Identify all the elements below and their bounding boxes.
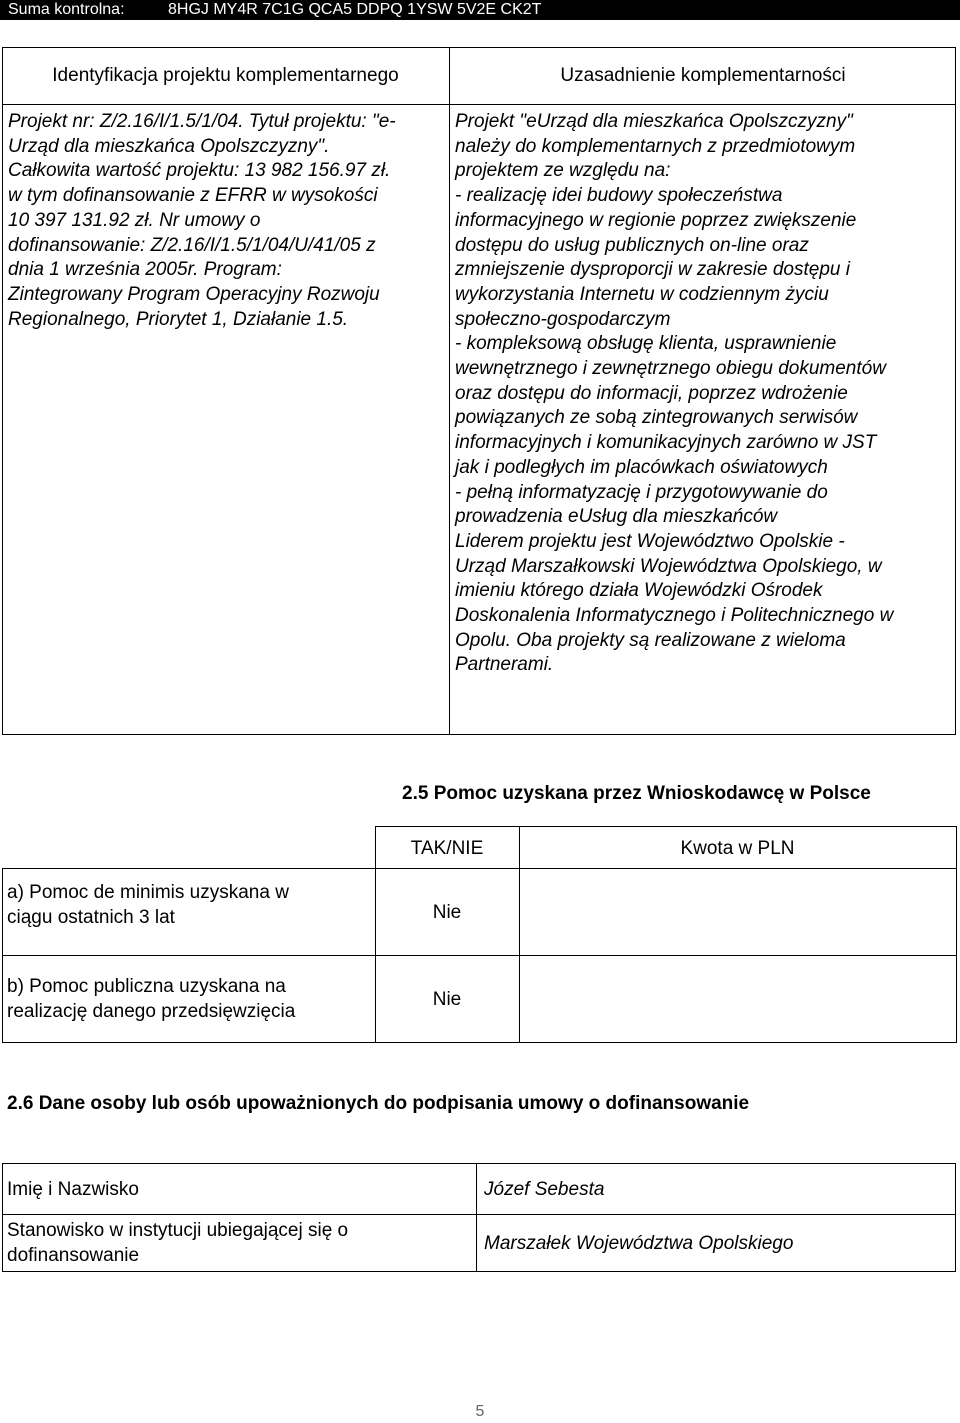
aid-table-header-line [2,868,957,869]
checksum-bar [0,0,960,20]
aid-row-label: b) Pomoc publiczna uzyskana na realizację danego przedsięwzięcia [7,976,296,1022]
aid-table-left-line [2,868,3,1043]
complementary-table-header-line [2,104,956,105]
signatory-row-value: Marszałek Województwa Opolskiego [484,1233,794,1254]
aid-table-top-line [375,826,957,827]
col-kwota-header: Kwota w PLN [680,838,795,859]
checksum-value: 8HGJ MY4R 7C1G QCA5 DDPQ 1YSW 5V2E CK2T [168,1,542,18]
aid-row-label: a) Pomoc de minimis uzyskana w ciągu ostatnich 3 lat [7,882,289,928]
signatory-table-divider [476,1163,477,1272]
signatory-table-row-line [2,1214,956,1215]
col-identification-header: Identyfikacja projektu komplementarnego [52,65,399,86]
aid-table-right-line [956,826,957,1043]
col-justification-header: Uzasadnienie komplementarności [560,65,846,86]
complementary-table-divider [449,47,450,735]
complementarity-justification-text: Projekt "eUrząd dla mieszkańca Opolszczyzny" należy do komplementarnych z przedmiotowym projektem ze względu na: - realizację idei budowy społeczeństwa informacyjnego w regionie poprzez zwiększenie dostępu do usług publicznych on-line oraz zmniejszenie dysproporcji w zakresie dostępu i wykorzystania Internetu w codziennym życiu społeczno-gospodarczym - kompleksową obsługę klienta, usprawnienie wewnętrznego i zewnętrznego obiegu dokumentów oraz dostępu do informacji, poprzez wdrożenie powiązanych ze sobą zintegrowanych serwisów informacyjnych i komunikacyjnych zarówno w JST jak i podległych im placówkach oświatowych - pełną informatyzację i przygotowywanie do prowadzenia eUsług dla mieszkańców Liderem projektu jest Województwo Opolskie - Urząd Marszałkowski Województwa Opolskiego, w imieniu którego działa Wojewódzki Ośrodek Doskonalenia Informatycznego i Politechnicznego w Opolu. Oba projekty są realizowane z wieloma Partnerami. [455,111,894,676]
col-tak-nie-header: TAK/NIE [410,838,484,859]
aid-table-bottom-line [2,1042,957,1043]
section-2-6-title: 2.6 Dane osoby lub osób upoważnionych do podpisania umowy o dofinansowanie [7,1093,750,1114]
aid-table-row-line [2,955,957,956]
signatory-row-label: Stanowisko w instytucji ubiegającej się o dofinansowanie [7,1220,349,1266]
checksum-label: Suma kontrolna: [8,1,125,18]
page-number: 5 [475,1403,485,1420]
aid-row-value: Nie [432,989,462,1010]
project-identification-text: Projekt nr: Z/2.16/I/1.5/1/04. Tytuł projektu: "e- Urząd dla mieszkańca Opolszczyzny". Całkowita wartość projektu: 13 982 156.97 zł. w tym dofinansowanie z EFRR w wysokości 10 397 131.92 zł. Nr umowy o dofinansowanie: Z/2.16/I/1.5/1/04/U/41/05 z dnia 1 września 2005r. Program: Zintegrowany Program Operacyjny Rozwoju Regionalnego, Priorytet 1, Działanie 1.5. [8,111,396,330]
aid-row-value: Nie [432,902,462,923]
signatory-row-label: Imię i Nazwisko [7,1179,139,1200]
signatory-row-value: Józef Sebesta [484,1179,605,1200]
section-2-5-title: 2.5 Pomoc uzyskana przez Wnioskodawcę w Polsce [402,783,871,804]
